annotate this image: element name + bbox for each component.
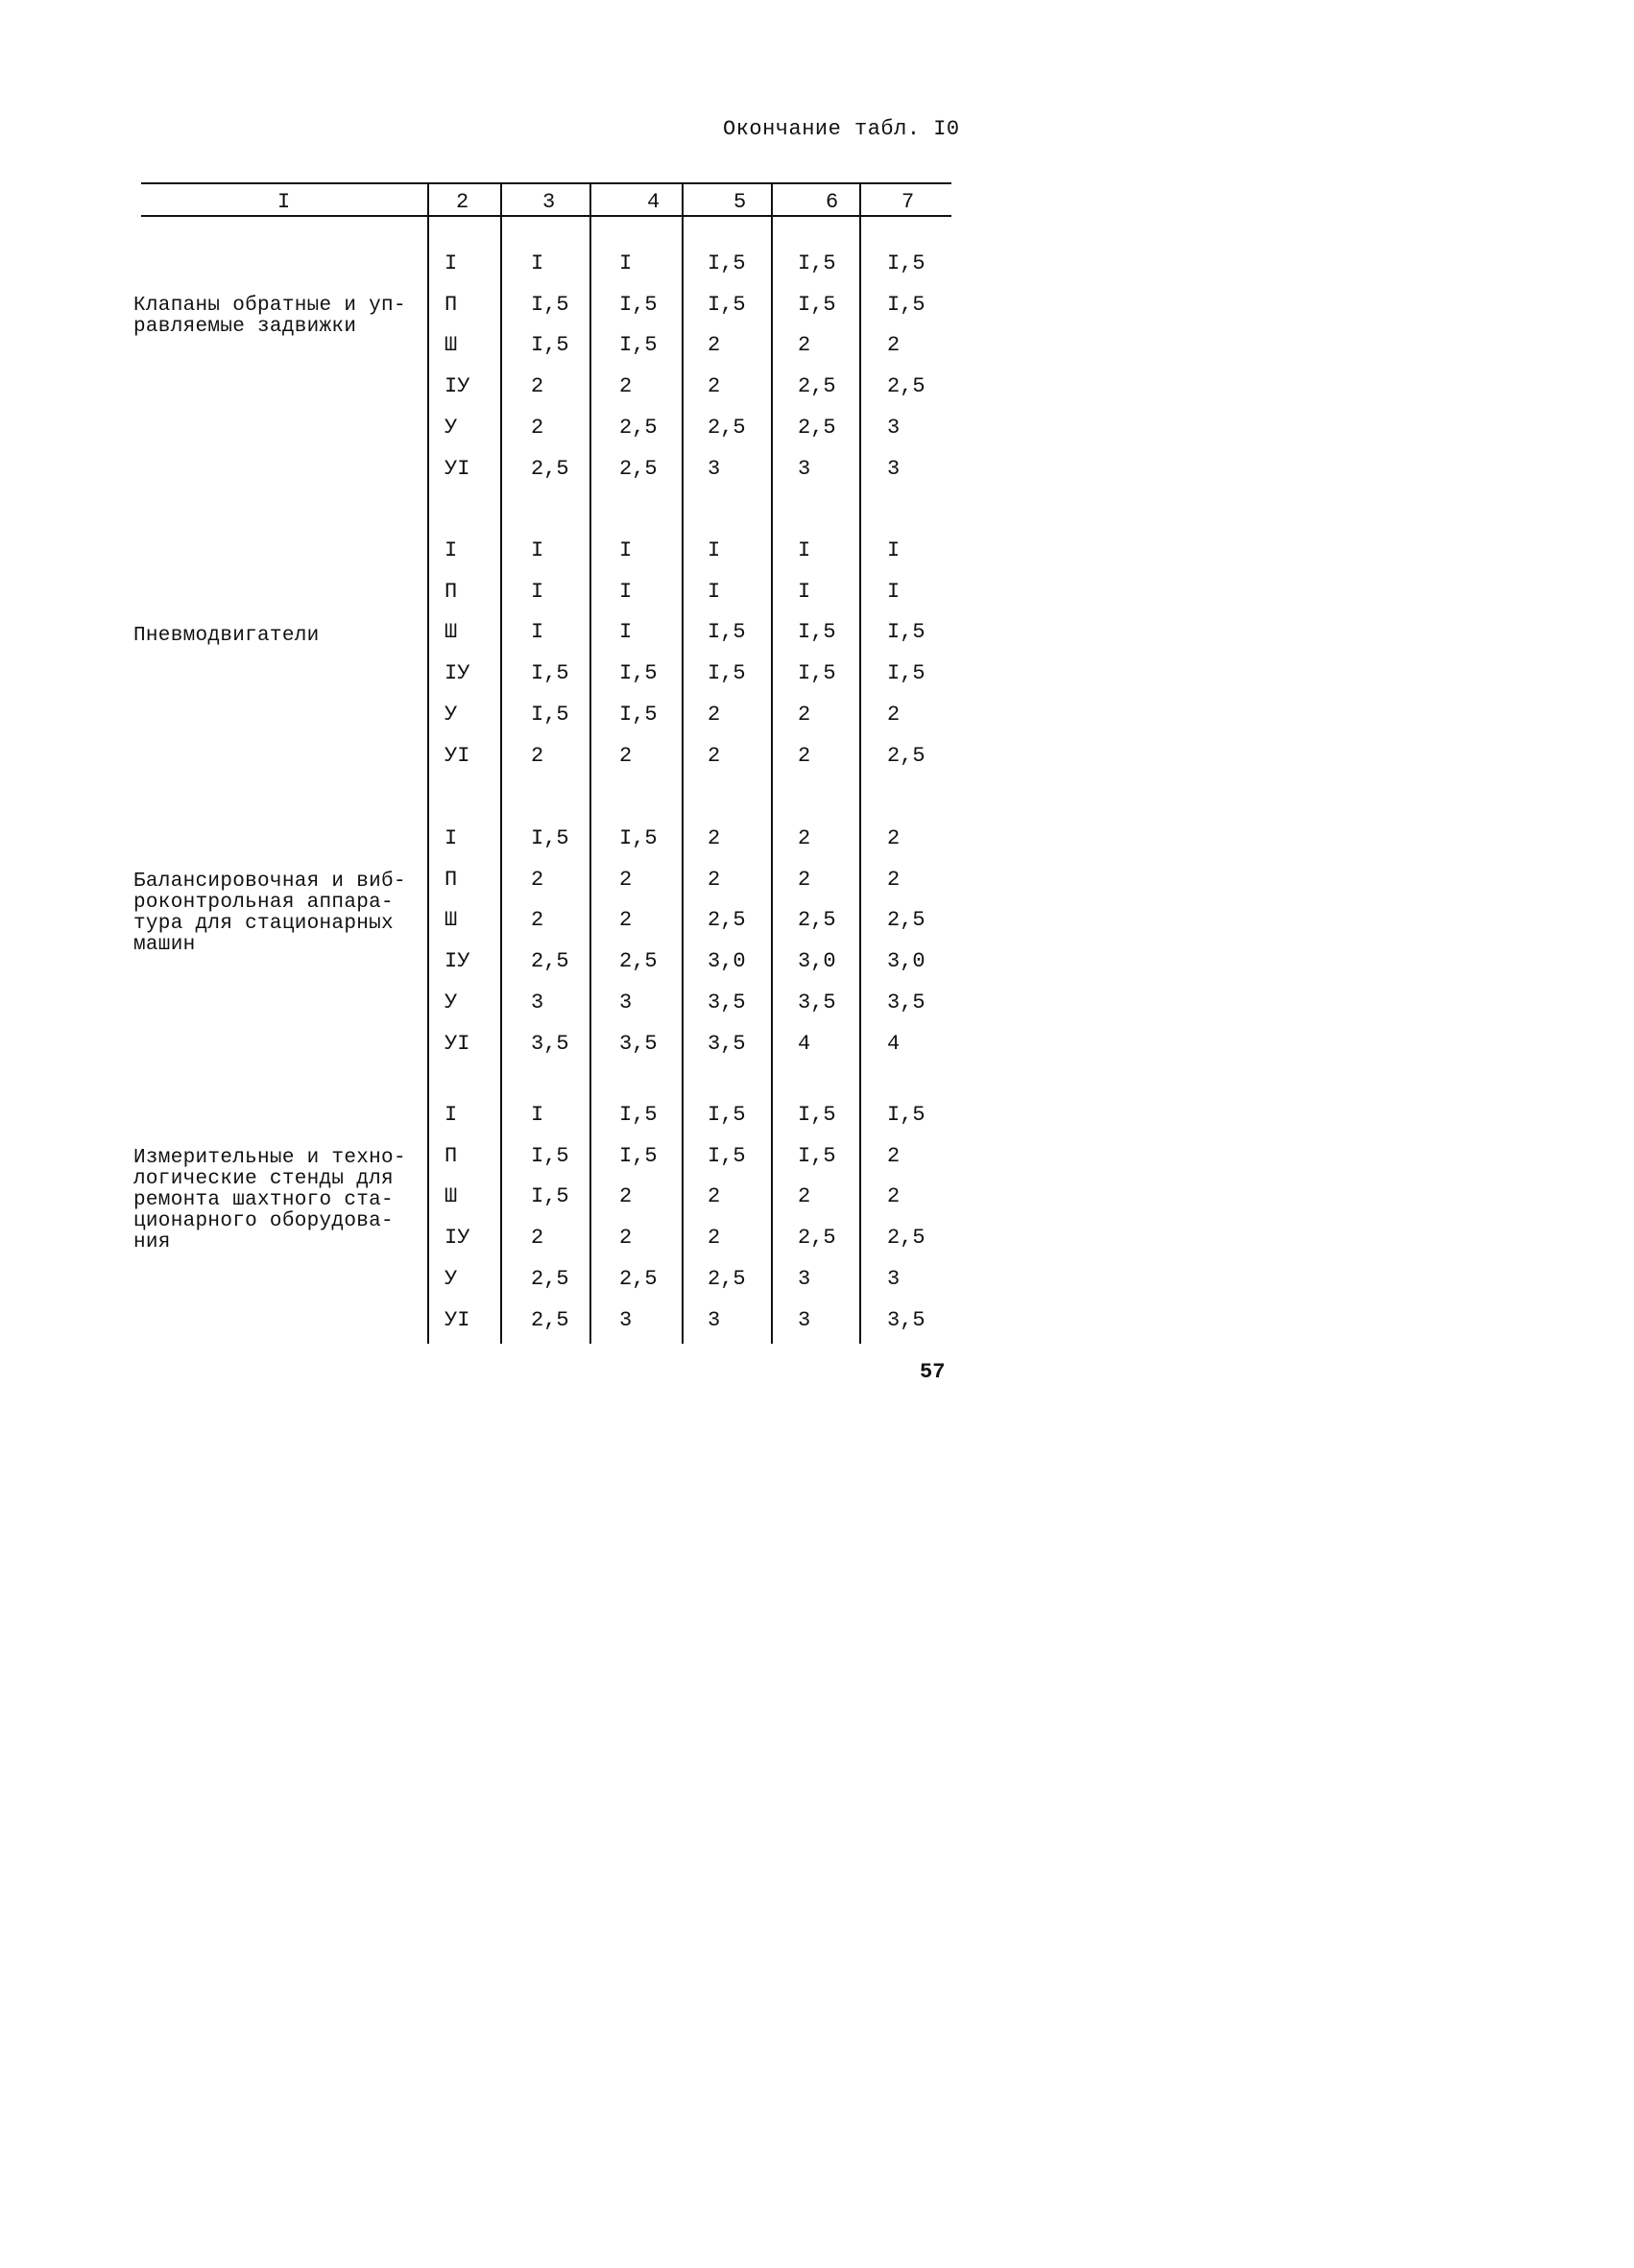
table-cell: I [619, 579, 633, 604]
table-cell: I,5 [798, 251, 836, 275]
row-category-cell: IУ [445, 374, 470, 399]
column-divider [771, 184, 773, 1344]
table-cell: I [531, 1103, 544, 1127]
table-cell: I,5 [708, 1143, 746, 1168]
row-category-cell: Ш [445, 1184, 458, 1209]
table-cell: 3 [619, 990, 633, 1015]
row-category-cell: У [445, 1266, 458, 1291]
table-cell: I,5 [531, 661, 569, 686]
row-category-cell: IУ [445, 661, 470, 686]
table-cell: 3 [887, 415, 901, 440]
table-cell: I,5 [531, 702, 569, 727]
row-category-cell: I [445, 826, 458, 850]
group-label: Пневмодвигатели [133, 625, 320, 647]
table-cell: 2,5 [531, 949, 569, 974]
table-cell: I [531, 251, 544, 275]
table-cell: 3,5 [887, 1307, 925, 1332]
table-cell: 2 [887, 1184, 901, 1209]
table-cell: I,5 [619, 292, 658, 317]
table-cell: I [708, 538, 721, 562]
table-cell: I,5 [798, 620, 836, 645]
table-cell: I [531, 538, 544, 562]
column-header: 4 [647, 190, 661, 214]
table-cell: 2 [708, 702, 721, 727]
row-category-cell: П [445, 579, 458, 604]
table-cell: 2 [887, 826, 901, 850]
table-cell: 3 [708, 1307, 721, 1332]
table-cell: 2 [619, 743, 633, 768]
table-caption: Окончание табл. I0 [723, 117, 960, 141]
group-label: Клапаны обратные и уп- равляемые задвижки [133, 295, 406, 338]
table-cell: 2,5 [531, 456, 569, 481]
table-cell: 2 [708, 374, 721, 399]
table-cell: 2 [708, 333, 721, 358]
table-cell: 2,5 [619, 415, 658, 440]
table-cell: I,5 [619, 333, 658, 358]
table-cell: I [887, 579, 901, 604]
table-cell: 2 [798, 1184, 811, 1209]
row-category-cell: IУ [445, 1226, 470, 1251]
table-cell: 2,5 [798, 415, 836, 440]
table-cell: 3,0 [708, 949, 746, 974]
table-cell: 3,5 [708, 990, 746, 1015]
row-category-cell: I [445, 251, 458, 275]
table-cell: I,5 [708, 620, 746, 645]
table-cell: I,5 [708, 292, 746, 317]
table-cell: 3,0 [887, 949, 925, 974]
table-cell: 2,5 [531, 1307, 569, 1332]
table-cell: 3 [619, 1307, 633, 1332]
table-cell: I,5 [887, 1103, 925, 1127]
table-cell: 3,5 [531, 1031, 569, 1056]
table-cell: 3,5 [619, 1031, 658, 1056]
table-cell: 2 [887, 333, 901, 358]
table-cell: 3 [531, 990, 544, 1015]
row-category-cell: П [445, 1143, 458, 1168]
table-cell: 2 [887, 867, 901, 892]
row-category-cell: I [445, 538, 458, 562]
table-cell: 2,5 [798, 374, 836, 399]
column-header: 5 [733, 190, 747, 214]
table-cell: I,5 [708, 251, 746, 275]
table-cell: 2,5 [798, 1226, 836, 1251]
table-cell: I,5 [531, 826, 569, 850]
table-cell: 2 [531, 908, 544, 933]
row-category-cell: УI [445, 456, 470, 481]
table-cell: 2,5 [887, 908, 925, 933]
table-cell: I,5 [531, 292, 569, 317]
data-table [133, 180, 951, 1344]
row-category-cell: П [445, 867, 458, 892]
column-header: I [277, 190, 291, 214]
table-cell: I,5 [708, 661, 746, 686]
table-cell: I [798, 579, 811, 604]
row-category-cell: У [445, 415, 458, 440]
table-cell: I,5 [798, 1143, 836, 1168]
table-cell: 2 [619, 867, 633, 892]
table-cell: 3 [887, 1266, 901, 1291]
row-category-cell: УI [445, 743, 470, 768]
table-cell: I [887, 538, 901, 562]
column-divider [589, 184, 591, 1344]
table-cell: 2 [531, 415, 544, 440]
table-cell: I,5 [531, 1184, 569, 1209]
table-cell: 2 [798, 743, 811, 768]
table-cell: I [531, 620, 544, 645]
table-cell: 2 [531, 1226, 544, 1251]
table-cell: I,5 [798, 292, 836, 317]
table-cell: I [619, 251, 633, 275]
table-cell: 2 [887, 702, 901, 727]
table-cell: 2,5 [708, 1266, 746, 1291]
table-cell: 3,5 [887, 990, 925, 1015]
column-header: 3 [542, 190, 556, 214]
row-category-cell: Ш [445, 908, 458, 933]
table-cell: I,5 [798, 661, 836, 686]
table-cell: 3,0 [798, 949, 836, 974]
table-cell: 2,5 [798, 908, 836, 933]
group-label: Измерительные и техно- логические стенды для ремонта шахтного ста- ционарного оборудова- ния [133, 1147, 406, 1253]
table-cell: 3 [798, 1266, 811, 1291]
row-category-cell: П [445, 292, 458, 317]
table-cell: 2 [531, 374, 544, 399]
table-cell: I,5 [708, 1103, 746, 1127]
table-cell: 2 [798, 333, 811, 358]
column-header: 2 [456, 190, 469, 214]
table-cell: I,5 [887, 661, 925, 686]
table-header-rule [141, 215, 951, 217]
row-category-cell: I [445, 1103, 458, 1127]
table-cell: 2,5 [708, 415, 746, 440]
table-cell: 2 [531, 867, 544, 892]
row-category-cell: Ш [445, 620, 458, 645]
row-category-cell: У [445, 702, 458, 727]
table-cell: I [619, 620, 633, 645]
row-category-cell: У [445, 990, 458, 1015]
column-header: 7 [901, 190, 915, 214]
table-cell: 2,5 [887, 743, 925, 768]
table-cell: I,5 [619, 826, 658, 850]
table-cell: 2 [798, 702, 811, 727]
table-cell: 2 [619, 1184, 633, 1209]
table-cell: 2 [619, 908, 633, 933]
table-cell: 2 [798, 867, 811, 892]
table-cell: 3 [708, 456, 721, 481]
table-cell: I [798, 538, 811, 562]
table-cell: 2 [708, 1226, 721, 1251]
table-cell: 2,5 [619, 456, 658, 481]
table-cell: 4 [798, 1031, 811, 1056]
table-cell: 2 [887, 1143, 901, 1168]
table-cell: 2 [708, 867, 721, 892]
table-cell: I,5 [531, 333, 569, 358]
table-cell: 2 [798, 826, 811, 850]
table-cell: 2 [619, 374, 633, 399]
group-label: Балансировочная и виб- роконтрольная аппара- тура для стационарных машин [133, 871, 406, 956]
column-divider [682, 184, 684, 1344]
column-divider [427, 184, 429, 1344]
table-cell: 2 [708, 1184, 721, 1209]
column-header: 6 [826, 190, 839, 214]
table-cell: 4 [887, 1031, 901, 1056]
page-number: 57 [920, 1360, 946, 1384]
table-cell: I,5 [887, 251, 925, 275]
table-cell: 3,5 [798, 990, 836, 1015]
table-cell: I,5 [619, 1103, 658, 1127]
table-cell: 2 [531, 743, 544, 768]
row-category-cell: УI [445, 1031, 470, 1056]
table-cell: 2,5 [619, 949, 658, 974]
table-cell: 3 [798, 1307, 811, 1332]
row-category-cell: IУ [445, 949, 470, 974]
table-cell: I,5 [619, 1143, 658, 1168]
table-cell: 2,5 [531, 1266, 569, 1291]
table-top-rule [141, 182, 951, 184]
table-cell: I,5 [798, 1103, 836, 1127]
row-category-cell: УI [445, 1307, 470, 1332]
table-cell: 3,5 [708, 1031, 746, 1056]
table-cell: I,5 [619, 702, 658, 727]
table-cell: 2 [619, 1226, 633, 1251]
column-divider [859, 184, 861, 1344]
table-cell: I [708, 579, 721, 604]
table-cell: I [531, 579, 544, 604]
table-cell: I,5 [887, 292, 925, 317]
row-category-cell: Ш [445, 333, 458, 358]
table-cell: 3 [798, 456, 811, 481]
table-cell: 2,5 [887, 374, 925, 399]
table-cell: I,5 [887, 620, 925, 645]
table-cell: 2,5 [887, 1226, 925, 1251]
table-cell: I,5 [619, 661, 658, 686]
table-cell: I,5 [531, 1143, 569, 1168]
table-cell: I [619, 538, 633, 562]
column-divider [500, 184, 502, 1344]
table-cell: 2,5 [619, 1266, 658, 1291]
table-cell: 2,5 [708, 908, 746, 933]
table-cell: 3 [887, 456, 901, 481]
table-cell: 2 [708, 826, 721, 850]
table-cell: 2 [708, 743, 721, 768]
